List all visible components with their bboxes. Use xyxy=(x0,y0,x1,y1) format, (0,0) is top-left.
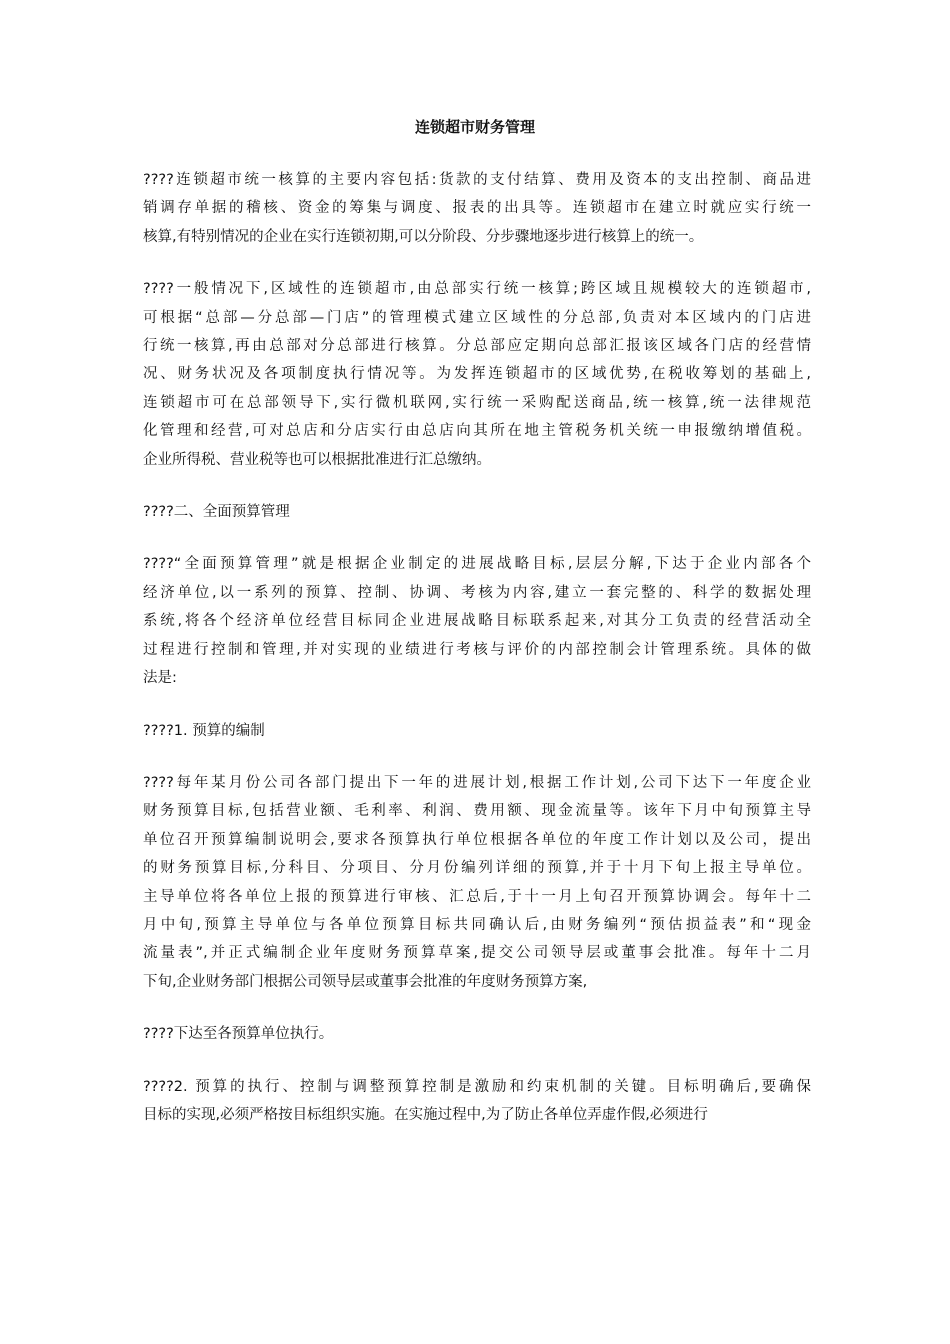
text-line: 流量表”,并正式编制企业年度财务预算草案,提交公司领导层或董事会批准。每年十二月 xyxy=(143,945,811,962)
text-line: ????每年某月份公司各部门提出下一年的进展计划,根据工作计划,公司下达下一年度企业 xyxy=(143,774,811,791)
text-line: 过程进行控制和管理,并对实现的业绩进行考核与评价的内部控制会计管理系统。具体的做 xyxy=(143,641,811,658)
paragraph xyxy=(143,1020,811,1048)
text-line: 况、财务状况及各项制度执行情况等。为发挥连锁超市的区域优势,在税收筹划的基础上, xyxy=(143,366,811,383)
text-line: ????二、全面预算管理 xyxy=(143,504,290,521)
paragraph xyxy=(143,769,811,996)
text-line: ????连锁超市统一核算的主要内容包括:货款的支付结算、费用及资本的支出控制、商品进 xyxy=(143,172,811,188)
text-line: ????2. 预算的执行、控制与调整预算控制是激励和约束机制的关键。目标明确后,要确保 xyxy=(143,1078,811,1095)
text-line: ????下达至各预算单位执行。 xyxy=(143,1026,334,1043)
text-line: 经济单位,以一系列的预算、控制、协调、考核为内容,建立一套完整的、科学的数据处理 xyxy=(143,584,811,601)
paragraph xyxy=(143,166,811,251)
text-line: ????1. 预算的编制 xyxy=(143,722,265,739)
text-line: 销调存单据的稽核、资金的筹集与调度、报表的出具等。连锁超市在建立时就应实行统一 xyxy=(143,200,811,217)
paragraph xyxy=(143,498,811,526)
text-line: 可根据“总部—分总部—门店”的管理模式建立区域性的分总部,负责对本区域内的门店进 xyxy=(143,309,811,326)
text-line: 的财务预算目标,分科目、分项目、分月份编列详细的预算,并于十月下旬上报主导单位。 xyxy=(143,860,811,877)
text-line: 月中旬,预算主导单位与各单位预算目标共同确认后,由财务编列“预估损益表”和“现金 xyxy=(143,916,811,933)
text-line: ????一般情况下,区域性的连锁超市,由总部实行统一核算;跨区域且规模较大的连锁超市, xyxy=(143,281,811,298)
text-line: 财务预算目标,包括营业额、毛利率、利润、费用额、现金流量等。该年下月中旬预算主导 xyxy=(143,803,811,820)
paragraph xyxy=(143,717,811,745)
text-line: 单位召开预算编制说明会,要求各预算执行单位根据各单位的年度工作计划以及公司，提出 xyxy=(143,831,811,848)
paragraph xyxy=(143,550,811,692)
text-line: 目标的实现,必须严格按目标组织实施。在实施过程中,为了防止各单位弄虚作假,必须进行 xyxy=(143,1106,708,1123)
text-line: 系统,将各个经济单位经营目标同企业进展战略目标联系起来,对其分工负责的经营活动全 xyxy=(143,613,811,630)
text-line: 企业所得税、营业税等也可以根据批准进行汇总缴纳。 xyxy=(143,451,491,468)
text-line: 下旬,企业财务部门根据公司领导层或董事会批准的年度财务预算方案, xyxy=(143,973,588,990)
paragraph xyxy=(143,275,811,474)
text-line: 主导单位将各单位上报的预算进行审核、汇总后,于十一月上旬召开预算协调会。每年十二 xyxy=(143,888,811,905)
text-line: 化管理和经营,可对总店和分店实行由总店向其所在地主管税务机关统一申报缴纳增值税。 xyxy=(143,423,811,440)
text-line: 核算,有特别情况的企业在实行连锁初期,可以分阶段、分步骤地逐步进行核算上的统一。 xyxy=(143,228,704,245)
text-line: 连锁超市可在总部领导下,实行微机联网,实行统一采购配送商品,统一核算,统一法律规范 xyxy=(143,394,811,411)
paragraph xyxy=(143,1073,811,1130)
text-line: 行统一核算,再由总部对分总部进行核算。分总部应定期向总部汇报该区域各门店的经营情 xyxy=(143,338,811,355)
document-body xyxy=(143,166,811,1153)
document-title: 连锁超市财务管理 xyxy=(414,118,535,136)
text-line: ????“全面预算管理”就是根据企业制定的进展战略目标,层层分解,下达于企业内部各个 xyxy=(143,556,811,573)
text-line: 法是: xyxy=(143,670,177,687)
